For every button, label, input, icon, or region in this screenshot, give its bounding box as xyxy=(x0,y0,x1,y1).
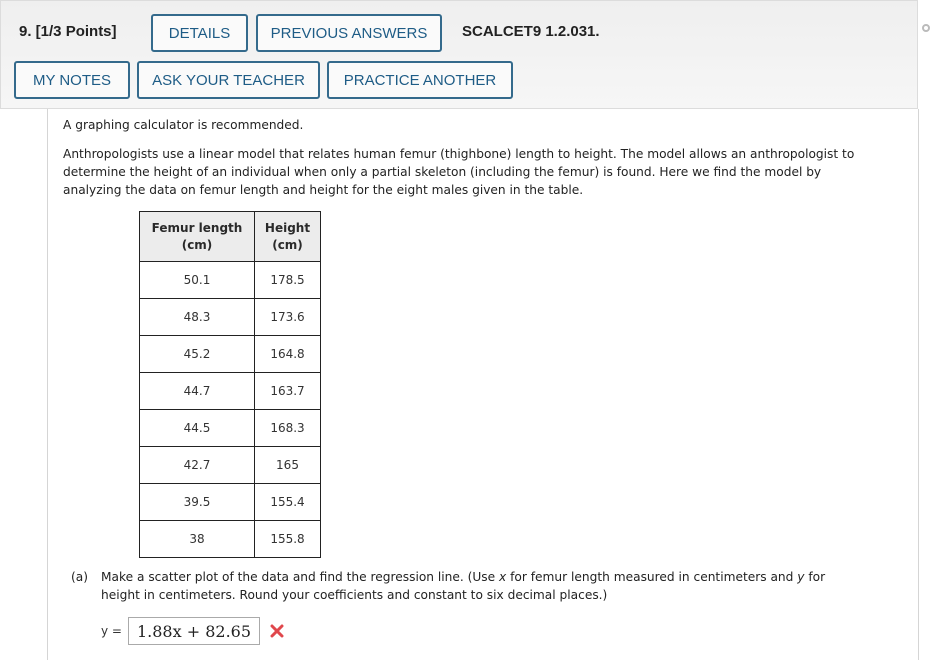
part-a-instructions-line-1: Make a scatter plot of the data and find the regression line. (Use x for femur length measured in centimeters and y for xyxy=(101,570,826,584)
part-a-answer-row xyxy=(101,617,284,645)
femur-cell: 45.2 xyxy=(140,336,255,373)
table-row xyxy=(140,299,321,336)
part-a-instructions-line-2: height in centimeters. Round your coefficients and constant to six decimal places.) xyxy=(101,588,608,602)
femur-cell: 48.3 xyxy=(140,299,255,336)
table-row xyxy=(140,336,321,373)
problem-code: SCALCET9 1.2.031. xyxy=(462,23,600,40)
intro-text-line-1: Anthropologists use a linear model that relates human femur (thighbone) length to height. The model allows an anthropologist to xyxy=(63,147,855,161)
height-cell: 178.5 xyxy=(255,262,321,299)
practice-another-button[interactable]: PRACTICE ANOTHER xyxy=(327,61,513,99)
my-notes-button[interactable]: MY NOTES xyxy=(14,61,130,99)
edge-circle-icon xyxy=(922,24,930,32)
previous-answers-button[interactable]: PREVIOUS ANSWERS xyxy=(256,14,442,52)
details-button[interactable]: DETAILS xyxy=(151,14,248,52)
part-a-label: (a) xyxy=(71,570,88,584)
femur-cell: 44.7 xyxy=(140,373,255,410)
incorrect-x-icon xyxy=(270,624,284,638)
height-cell: 165 xyxy=(255,447,321,484)
table-row xyxy=(140,521,321,558)
answer-prefix: y = xyxy=(101,624,122,638)
femur-cell: 50.1 xyxy=(140,262,255,299)
table-row xyxy=(140,447,321,484)
femur-cell: 42.7 xyxy=(140,447,255,484)
table-row xyxy=(140,410,321,447)
ask-your-teacher-button[interactable]: ASK YOUR TEACHER xyxy=(137,61,320,99)
femur-cell: 38 xyxy=(140,521,255,558)
femur-cell: 44.5 xyxy=(140,410,255,447)
height-cell: 155.8 xyxy=(255,521,321,558)
question-number-label: 9. [1/3 Points] xyxy=(19,23,117,40)
femur-height-table xyxy=(139,211,321,558)
height-header: Height (cm) xyxy=(255,212,321,262)
femur-length-header: Femur length (cm) xyxy=(140,212,255,262)
intro-text-line-2: determine the height of an individual when only a partial skeleton (including the femur) is found. Here we find the model by xyxy=(63,165,822,179)
height-cell: 168.3 xyxy=(255,410,321,447)
height-cell: 173.6 xyxy=(255,299,321,336)
regression-answer-field[interactable]: 1.88x + 82.65 xyxy=(128,617,260,645)
table-row xyxy=(140,484,321,521)
intro-text-line-3: analyzing the data on femur length and height for the eight males given in the table. xyxy=(63,183,584,197)
height-cell: 164.8 xyxy=(255,336,321,373)
calculator-note: A graphing calculator is recommended. xyxy=(63,118,304,132)
femur-cell: 39.5 xyxy=(140,484,255,521)
height-cell: 163.7 xyxy=(255,373,321,410)
height-cell: 155.4 xyxy=(255,484,321,521)
table-row xyxy=(140,373,321,410)
table-row xyxy=(140,262,321,299)
